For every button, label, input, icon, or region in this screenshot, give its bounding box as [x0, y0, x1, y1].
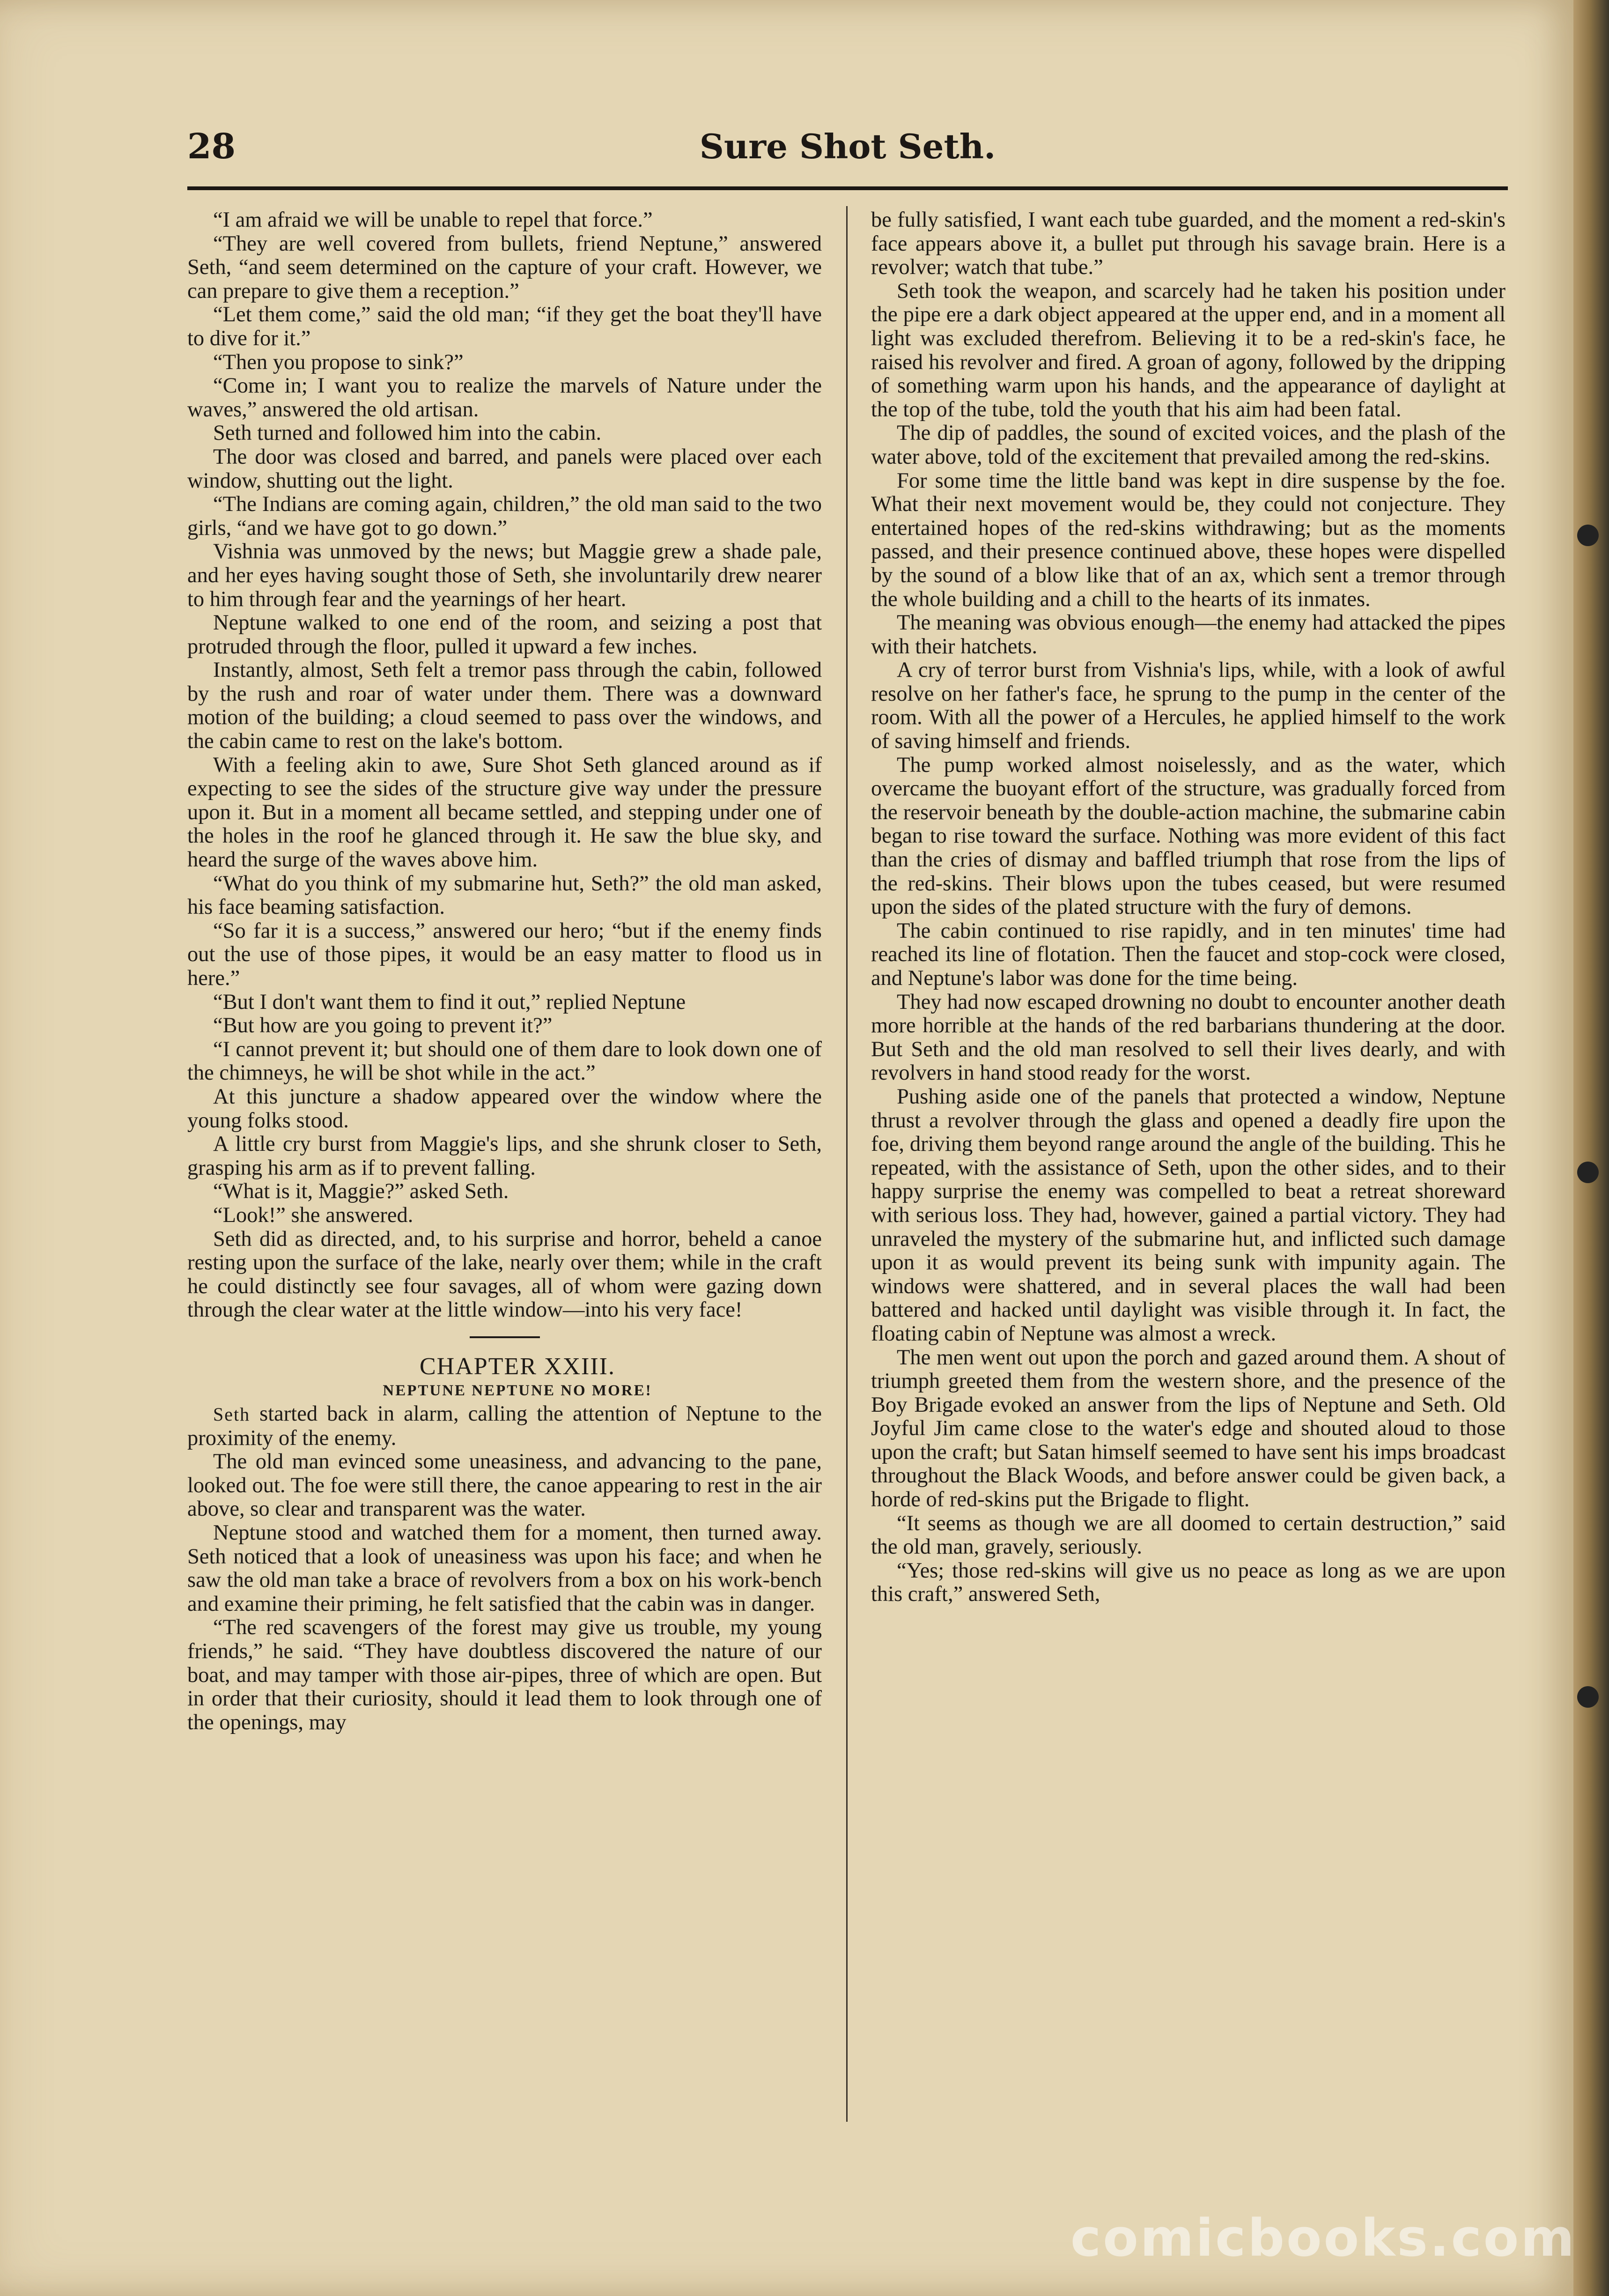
chapter-rule: [470, 1336, 540, 1338]
paragraph: “The Indians are coming again, children,” the old man said to the two girls, “and we have got to go down.”: [187, 492, 822, 540]
paragraph: “What is it, Maggie?” asked Seth.: [213, 1179, 509, 1204]
paragraph: Instantly, almost, Seth felt a tremor pass through the cabin, followed by the rush and roar of water under them. There was a downward motion of the building; a cloud seemed to pass over the windows, and the cabin came to rest on the lake's bottom.: [187, 658, 822, 754]
paragraph: “Yes; those red-skins will give us no peace as long as we are upon this craft,” answered Seth,: [871, 1558, 1506, 1607]
binding-staple-icon: [1577, 1162, 1599, 1183]
paragraph: Seth took the weapon, and scarcely had he taken his position under the pipe ere a dark object appeared at the upper end, and in a moment all light was excluded therefrom. Believing it to be a red-skin's face, he raised his revolver and fired. A groan of agony, followed by the dripping of something warm upon his hands, and the appearance of daylight at the top of the tube, told the youth that his aim had been fatal.: [871, 279, 1506, 422]
paragraph: “But how are you going to prevent it?”: [213, 1014, 553, 1038]
chapter-subtitle: NEPTUNE NEPTUNE NO MORE!: [383, 1382, 652, 1399]
binding-staple-icon: [1577, 1686, 1599, 1708]
right-column: [871, 208, 1506, 2124]
paragraph: Seth turned and followed him into the cabin.: [213, 421, 602, 445]
paragraph: At this juncture a shadow appeared over the window where the young folks stood.: [187, 1084, 822, 1133]
paragraph: “I am afraid we will be unable to repel that force.”: [213, 208, 653, 232]
paragraph: They had now escaped drowning no doubt to encounter another death more horrible at the hands of the red barbarians thundering at the door. But Seth and the old man resolved to sell their lives dearly, and with revolvers in hand stood ready for the worst.: [871, 990, 1506, 1085]
paragraph: The meaning was obvious enough—the enemy had attacked the pipes with their hatchets.: [871, 611, 1506, 659]
paragraph: A little cry burst from Maggie's lips, and she shrunk closer to Seth, grasping his arm as if to prevent falling.: [187, 1132, 822, 1180]
paragraph: “They are well covered from bullets, friend Neptune,” answered Seth, “and seem determined on the capture of your craft. However, we can prepare to give them a reception.”: [187, 231, 822, 303]
lead-rest: started back in alarm, calling the attention of Neptune to the proximity of the enemy.: [187, 1402, 822, 1450]
paragraph: Neptune walked to one end of the room, and seizing a post that protruded through the floor, pulled it upward a few inches.: [187, 611, 822, 659]
paragraph: The old man evinced some uneasiness, and advancing to the pane, looked out. The foe were still there, the canoe appearing to rest in the air above, so clear and transparent was the water.: [187, 1450, 822, 1521]
paragraph: For some time the little band was kept in dire suspense by the foe. What their next movement would be, they could not conjecture. They entertained hopes of the red-skins withdrawing; but as the moments passed, and their presence continued above, these hopes were dispelled by the sound of a blow like that of an ax, which sent a tremor through the whole building and a chill to the hearts of its inmates.: [871, 468, 1506, 611]
paragraph: The men went out upon the porch and gazed around them. A shout of triumph greeted them from the western shore, and the presence of the Boy Brigade evoked an answer from the lips of Neptune and Seth. Old Joyful Jim came close to the water's edge and shouted aloud to those upon the craft; but Satan himself seemed to have sent his imps broadcast throughout the Black Woods, and before answer could be given back, a horde of red-skins put the Brigade to flight.: [871, 1345, 1506, 1512]
paragraph: Vishnia was unmoved by the news; but Maggie grew a shade pale, and her eyes having sought those of Seth, she involuntarily drew nearer to him through fear and the yearnings of her heart.: [187, 540, 822, 611]
header-rule: [187, 186, 1508, 190]
chapter-opening-paragraph: [187, 1402, 822, 1450]
paragraph: The cabin continued to rise rapidly, and in ten minutes' time had reached its line of flotation. Then the faucet and stop-cock were closed, and Neptune's labor was done for the time being.: [871, 918, 1506, 990]
watermark: comicbooks.com: [1070, 2208, 1576, 2268]
paragraph: The pump worked almost noiselessly, and as the water, which overcame the buoyant effort of the structure, was gradually forced from the reservoir beneath by the double-action machine, the submarine cabin began to rise toward the surface. Nothing was more evident of this fact than the cries of dismay and baffled triumph that rose from the lips of the red-skins. Their blows upon the tubes ceased, but were resumed upon the sides of the plated structure with the fury of demons.: [871, 753, 1506, 919]
paragraph: “But I don't want them to find it out,” replied Neptune: [213, 990, 686, 1014]
paragraph: Neptune stood and watched them for a moment, then turned away. Seth noticed that a look of uneasiness was upon his face; and when he saw the old man take a brace of revolvers from a box on his work-bench and examine their priming, he felt satisfied that the cabin was in danger.: [187, 1521, 822, 1616]
paragraph: “Then you propose to sink?”: [213, 350, 464, 374]
paragraph: Seth did as directed, and, to his surprise and horror, beheld a canoe resting upon the surface of the lake, nearly over them; while in the craft he could distinctly see four savages, all of whom were gazing down through the clear water at the little window—into his very face!: [187, 1227, 822, 1322]
paragraph: “Let them come,” said the old man; “if they get the boat they'll have to dive for it.”: [187, 303, 822, 350]
paragraph: “The red scavengers of the forest may give us trouble, my young friends,” he said. “They have doubtless discovered the nature of our boat, and may tamper with those air-pipes, three of which are open. But in order that their curiosity, should it lead them to look through one of the openings, may: [187, 1615, 822, 1734]
running-title: Sure Shot Seth.: [699, 126, 996, 166]
paragraph: “Look!” she answered.: [213, 1203, 413, 1227]
paragraph: “I cannot prevent it; but should one of them dare to look down one of the chimneys, he will be shot while in the act.”: [187, 1037, 822, 1085]
paragraph: “What do you think of my submarine hut, Seth?” the old man asked, his face beaming satisfaction.: [187, 871, 822, 919]
paragraph: Pushing aside one of the panels that protected a window, Neptune thrust a revolver through the glass and opened a deadly fire upon the foe, driving them beyond range around the angle of the building. This he repeated, with the assistance of Seth, upon the other sides, and to their happy surprise the enemy was compelled to beat a retreat shoreward with serious loss. They had, however, gained a partial victory. They had unraveled the mystery of the submarine hut, and inflicted such damage upon it as would prevent its being sunk with impunity again. The windows were shattered, and in several places the wall had been battered and hacked until daylight was visible through it. In fact, the floating cabin of Neptune was almost a wreck.: [871, 1084, 1506, 1346]
binding-staple-icon: [1577, 525, 1599, 546]
paragraph: A cry of terror burst from Vishnia's lips, while, with a look of awful resolve on her father's face, he sprung to the pump in the center of the room. With all the power of a Hercules, he applied himself to the work of saving himself and friends.: [871, 658, 1506, 754]
chapter-title: CHAPTER XXIII.: [420, 1353, 615, 1380]
lead-word: Seth: [213, 1404, 251, 1425]
paragraph: With a feeling akin to awe, Sure Shot Seth glanced around as if expecting to see the sides of the structure give way under the pressure upon it. But in a moment all became settled, and stepping under one of the holes in the roof he glanced through it. He saw the blue sky, and heard the surge of the waves above him.: [187, 753, 822, 872]
continued-paragraph: be fully satisfied, I want each tube guarded, and the moment a red-skin's face appears above it, a bullet put through his savage brain. Here is a revolver; watch that tube.”: [871, 208, 1506, 280]
page-number: 28: [187, 126, 236, 167]
paragraph: The dip of paddles, the sound of excited voices, and the plash of the water above, told of the excitement that prevailed among the red-skins.: [871, 421, 1506, 469]
column-divider: [846, 206, 848, 2122]
page-header: [187, 126, 1508, 183]
paragraph: “It seems as though we are all doomed to certain destruction,” said the old man, gravely, seriously.: [871, 1511, 1506, 1559]
paragraph: The door was closed and barred, and panels were placed over each window, shutting out the light.: [187, 444, 822, 493]
book-spine: [1573, 0, 1609, 2296]
paragraph: “So far it is a success,” answered our hero; “but if the enemy finds out the use of those pipes, it would be an easy matter to flood us in here.”: [187, 918, 822, 990]
paragraph: “Come in; I want you to realize the marvels of Nature under the waves,” answered the old artisan.: [187, 374, 822, 422]
left-column: [187, 208, 822, 2124]
